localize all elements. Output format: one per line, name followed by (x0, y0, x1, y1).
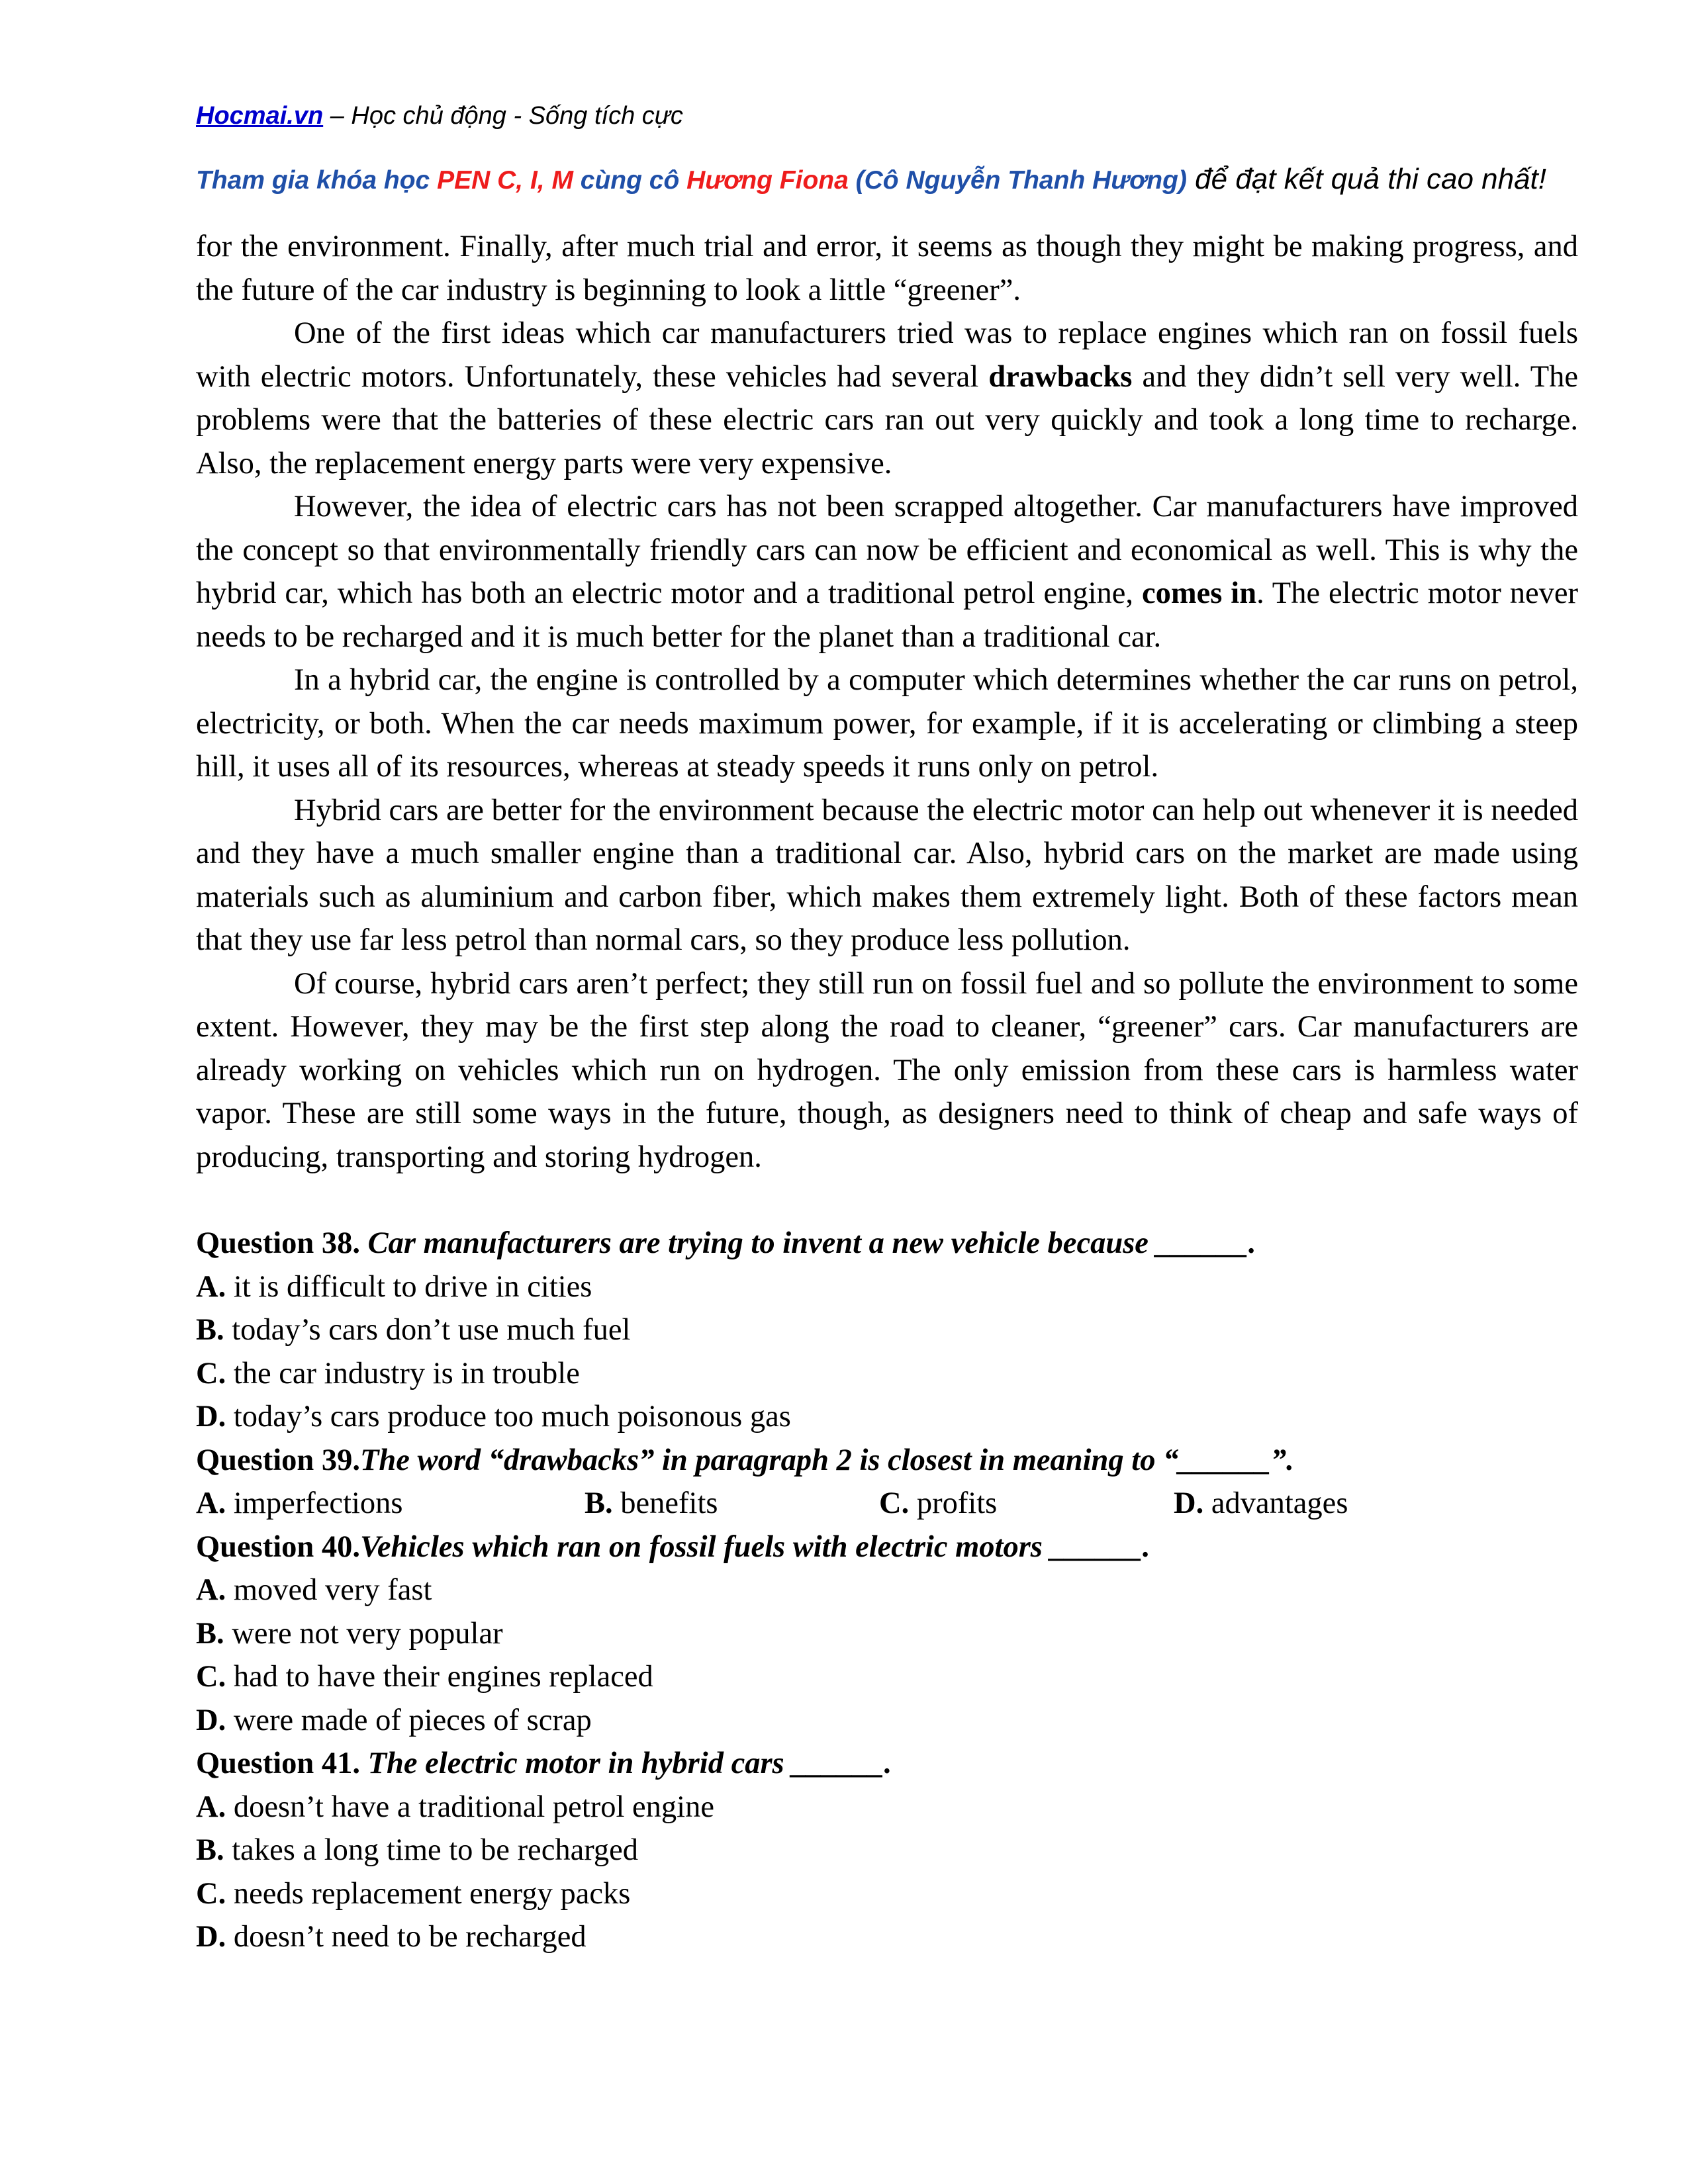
option-letter: B. (585, 1486, 613, 1520)
option-letter: D. (196, 1920, 226, 1954)
option-letter: A. (196, 1573, 226, 1607)
option-text: today’s cars don’t use much fuel (224, 1313, 631, 1347)
option-text: today’s cars produce too much poisonous gas (226, 1400, 791, 1433)
option-text: imperfections (226, 1486, 403, 1520)
question-number: Question 41. (196, 1747, 361, 1780)
passage-paragraph-4: In a hybrid car, the engine is controlled by a computer which determines whether the car runs on petrol, electricity, or both. When the car needs maximum power, for example, if it is accelerating or climbing a steep hill, it uses all of its resources, whereas at steady speeds it runs only on petrol. (196, 663, 1578, 784)
option-c[interactable] (196, 1655, 1578, 1699)
page-content (196, 225, 1578, 1959)
banner-text-2: cùng cô (573, 166, 687, 195)
option-text: were made of pieces of scrap (226, 1703, 592, 1737)
section-spacer (196, 1179, 1578, 1222)
option-letter: A. (196, 1790, 226, 1824)
site-link[interactable]: Hocmai.vn (196, 102, 324, 130)
question-40 (196, 1525, 1578, 1569)
option-a[interactable] (196, 1482, 585, 1525)
option-letter: D. (196, 1400, 226, 1433)
option-letter: D. (1174, 1486, 1204, 1520)
option-letter: B. (196, 1833, 224, 1867)
option-letter: C. (196, 1356, 226, 1390)
option-letter: B. (196, 1616, 224, 1651)
passage-paragraph-2 (196, 312, 1578, 485)
option-d[interactable] (1174, 1482, 1348, 1525)
option-b[interactable] (196, 1829, 1578, 1872)
passage-paragraph-3 (196, 485, 1578, 659)
option-a[interactable] (196, 1265, 1578, 1309)
option-d[interactable] (196, 1699, 1578, 1743)
question-41 (196, 1742, 1578, 1786)
p2-text-a: One of the first ideas which car manufacturers tried was to replace engines which ran on fossil fuels with electric motors. Unfortunately, these vehicles had several (196, 316, 1578, 394)
banner-teacher-fullname: (Cô Nguyễn Thanh Hương) (848, 166, 1187, 195)
p3-text-b: . The electric motor never needs to be recharged and it is much better for the planet than a traditional car. (196, 576, 1579, 654)
option-b[interactable] (196, 1308, 1578, 1352)
p2-text-b: and they didn’t sell very well. The problems were that the batteries of these electric cars ran out very quickly and took a long time to recharge. Also, the replacement energy parts were very expensive. (196, 359, 1579, 480)
option-d[interactable] (196, 1915, 1578, 1959)
option-c[interactable] (196, 1352, 1578, 1396)
option-c[interactable] (196, 1872, 1578, 1916)
option-letter: C. (196, 1876, 226, 1911)
option-text: needs replacement energy packs (226, 1876, 631, 1911)
keyword-comes-in: comes in (1142, 576, 1257, 610)
banner-text-1: Tham gia khóa học (196, 166, 438, 195)
option-text: advantages (1203, 1486, 1348, 1520)
option-b[interactable] (585, 1482, 879, 1525)
option-a[interactable] (196, 1569, 1578, 1612)
option-text: had to have their engines replaced (226, 1660, 653, 1694)
option-text: doesn’t have a traditional petrol engine (226, 1790, 714, 1824)
option-d[interactable] (196, 1395, 1578, 1439)
option-text: benefits (612, 1486, 718, 1520)
option-text: profits (909, 1486, 998, 1520)
question-number: Question 38. (196, 1226, 361, 1260)
question-stem: Vehicles which ran on fossil fuels with electric motors ______. (360, 1529, 1150, 1564)
passage-paragraph-5: Hybrid cars are better for the environment because the electric motor can help out whenever it is needed and they have a much smaller engine than a traditional car. Also, hybrid cars on the market are made using materials such as aluminium and carbon fiber, which makes them extremely light. Both of these factors mean that they use far less petrol than normal cars, so they produce less pollution. (196, 793, 1578, 957)
banner-course-name: PEN C, I, M (437, 166, 573, 195)
p3-text-a: However, the idea of electric cars has not been scrapped altogether. Car manufacturers have improved the concept so that environmentally friendly cars can now be efficient and economical as well. This is why the hybrid car, which has both an electric motor and a traditional petrol engine, (196, 490, 1578, 610)
banner-tagline: để đạt kết quả thi cao nhất! (1186, 163, 1546, 195)
site-header (196, 99, 683, 132)
option-text: it is difficult to drive in cities (226, 1269, 592, 1304)
option-c[interactable] (879, 1482, 1174, 1525)
option-letter: C. (196, 1660, 226, 1694)
question-number: Question 39. (196, 1443, 361, 1477)
option-letter: A. (196, 1269, 226, 1304)
passage-paragraph-6: Of course, hybrid cars aren’t perfect; they still run on fossil fuel and so pollute the environment to some extent. However, they may be the first step along the road to cleaner, “greener” cars. Car manufacturers are already working on vehicles which run on hydrogen. The only emission from these cars is harmless water vapor. These are still some ways in the future, though, as designers need to think of cheap and safe ways of producing, transporting and storing hydrogen. (196, 966, 1578, 1174)
question-39 (196, 1439, 1578, 1482)
passage-paragraph-1: for the environment. Finally, after much trial and error, it seems as though they might be making progress, and the future of the car industry is beginning to look a little “greener”. (196, 230, 1578, 307)
option-letter: D. (196, 1703, 226, 1737)
question-stem: The electric motor in hybrid cars ______. (360, 1747, 892, 1780)
question-stem: Car manufacturers are trying to invent a new vehicle because ______. (360, 1226, 1256, 1260)
option-text: takes a long time to be recharged (224, 1833, 639, 1867)
banner-teacher-name: Hương Fiona (686, 166, 849, 195)
option-row (196, 1482, 1578, 1525)
option-text: the car industry is in trouble (226, 1356, 580, 1390)
option-b[interactable] (196, 1612, 1578, 1656)
option-text: moved very fast (226, 1573, 432, 1607)
keyword-drawbacks: drawbacks (988, 359, 1133, 394)
site-slogan: – Học chủ động - Sống tích cực (323, 102, 683, 130)
option-letter: A. (196, 1486, 226, 1520)
option-letter: B. (196, 1313, 224, 1347)
option-a[interactable] (196, 1786, 1578, 1829)
course-banner (196, 161, 1546, 199)
option-letter: C. (879, 1486, 910, 1520)
question-stem: The word “drawbacks” in paragraph 2 is closest in meaning to “______”. (360, 1443, 1294, 1477)
question-38 (196, 1222, 1578, 1265)
question-number: Question 40. (196, 1529, 361, 1564)
option-text: were not very popular (224, 1616, 503, 1651)
option-text: doesn’t need to be recharged (226, 1920, 586, 1954)
